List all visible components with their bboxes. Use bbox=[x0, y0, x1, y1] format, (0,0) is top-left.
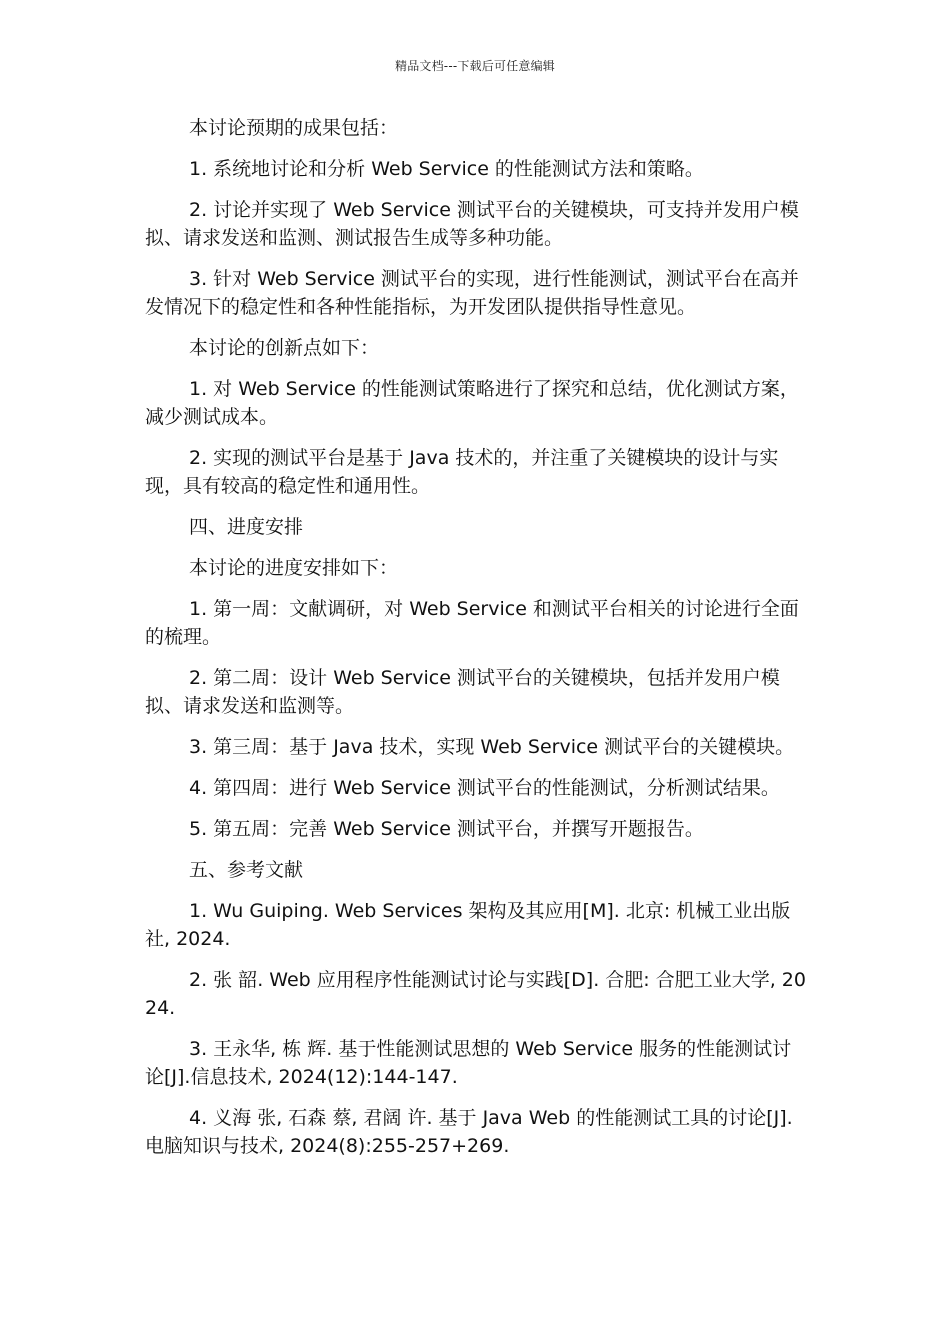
section-heading-references: 五、参考文献 bbox=[189, 859, 304, 881]
expected-result-item-2: 2. 讨论并实现了 Web Service 测试平台的关键模块，可支持并发用户模拟、请求发送和监测、测试报告生成等多种功能。 bbox=[145, 199, 799, 249]
innovation-item-1: 1. 对 Web Service 的性能测试策略进行了探究和总结，优化测试方案，减少测试成本。 bbox=[145, 378, 799, 428]
reference-item-2: 2. 张 韶. Web 应用程序性能测试讨论与实践[D]. 合肥: 合肥工业大学, 2024. bbox=[145, 969, 806, 1019]
innovation-intro: 本讨论的创新点如下： bbox=[189, 337, 380, 359]
schedule-item-1: 1. 第一周：文献调研，对 Web Service 和测试平台相关的讨论进行全面的梳理。 bbox=[145, 598, 799, 648]
section-heading-schedule: 四、进度安排 bbox=[189, 516, 304, 538]
expected-results-intro: 本讨论预期的成果包括： bbox=[189, 117, 399, 139]
schedule-item-5: 5. 第五周：完善 Web Service 测试平台，并撰写开题报告。 bbox=[189, 818, 704, 840]
schedule-item-2: 2. 第二周：设计 Web Service 测试平台的关键模块，包括并发用户模拟、请求发送和监测等。 bbox=[145, 667, 780, 717]
schedule-item-3: 3. 第三周：基于 Java 技术，实现 Web Service 测试平台的关键模块。 bbox=[189, 736, 795, 758]
page-header: 精品文档---下载后可任意编辑 bbox=[395, 59, 555, 73]
expected-result-item-3: 3. 针对 Web Service 测试平台的实现，进行性能测试，测试平台在高并发情况下的稳定性和各种性能指标，为开发团队提供指导性意见。 bbox=[145, 268, 799, 318]
reference-item-4: 4. 义海 张, 石森 蔡, 君阔 许. 基于 Java Web 的性能测试工具的讨论[J]. 电脑知识与技术, 2024(8):255-257+269. bbox=[145, 1107, 793, 1157]
innovation-item-2: 2. 实现的测试平台是基于 Java 技术的，并注重了关键模块的设计与实现，具有较高的稳定性和通用性。 bbox=[145, 447, 779, 497]
document-body bbox=[145, 114, 810, 1173]
reference-item-3: 3. 王永华, 栋 辉. 基于性能测试思想的 Web Service 服务的性能测试讨论[J].信息技术, 2024(12):144-147. bbox=[145, 1038, 792, 1088]
reference-item-1: 1. Wu Guiping. Web Services 架构及其应用[M]. 北京: 机械工业出版社, 2024. bbox=[145, 900, 791, 950]
expected-result-item-1: 1. 系统地讨论和分析 Web Service 的性能测试方法和策略。 bbox=[189, 158, 704, 180]
schedule-intro: 本讨论的进度安排如下： bbox=[189, 557, 399, 579]
schedule-item-4: 4. 第四周：进行 Web Service 测试平台的性能测试，分析测试结果。 bbox=[189, 777, 780, 799]
